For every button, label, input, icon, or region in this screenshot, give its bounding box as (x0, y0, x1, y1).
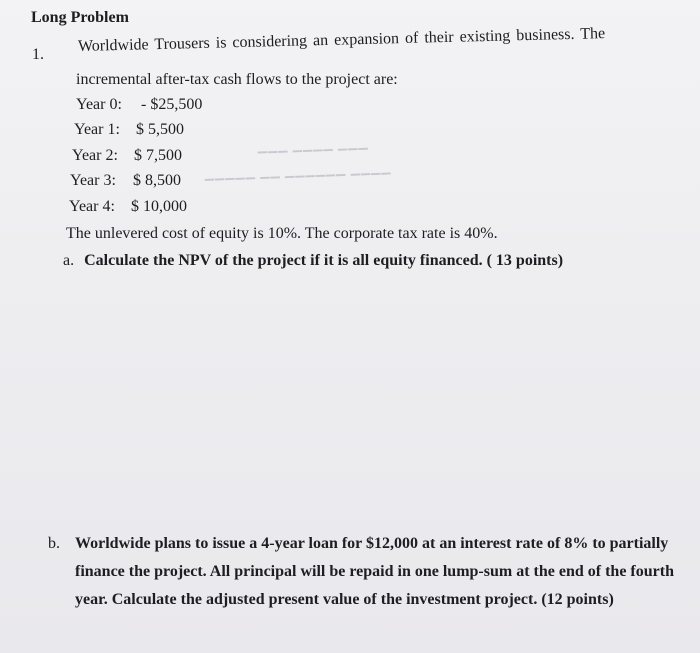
cash-flow-year: Year 1: (74, 121, 120, 138)
cash-flow-value: $ 5,500 (136, 121, 184, 138)
cash-flow-year: Year 2: (72, 147, 118, 164)
cash-flow-year: Year 4: (69, 198, 115, 215)
part-b-text-line-2: finance the project. All principal will be repaid in one lump-sum at the end of the fourth (75, 563, 674, 580)
cash-flow-value: $ 8,500 (133, 172, 181, 189)
cash-flow-year: Year 3: (70, 172, 116, 189)
cash-flow-year: Year 0: (76, 96, 122, 113)
problem-intro-line-1: Worldwide Trousers is considering an expansion of their existing business. The (77, 25, 606, 55)
section-heading: Long Problem (31, 9, 129, 26)
part-a-question (63, 252, 563, 270)
cash-flow-value: $ 7,500 (134, 147, 182, 164)
cash-flow-value: - $25,500 (141, 96, 203, 113)
part-b-text-line-3: year. Calculate the adjusted present value of the investment project. (12 points) (75, 591, 614, 608)
part-a-label: a. (63, 252, 75, 269)
part-b-question (48, 530, 674, 614)
part-b-text-line-1: Worldwide plans to issue a 4-year loan for $12,000 at an interest rate of 8% to partially (75, 535, 669, 552)
part-b-label: b. (48, 535, 60, 552)
problem-number: 1. (32, 46, 44, 63)
part-a-text: Calculate the NPV of the project if it is all equity financed. ( 13 points) (84, 252, 564, 269)
cash-flow-value: $ 10,000 (131, 198, 187, 215)
problem-intro-line-2: incremental after-tax cash flows to the project are: (76, 71, 398, 88)
bleed-through-marks: ▔▔▔▔▔ ▔▔ ▔▔▔▔▔▔ ▔▔▔▔ (204, 172, 393, 194)
part-b-line-1 (48, 530, 674, 558)
bleed-through-marks: ▔▔▔ ▔▔▔▔ ▔▔▔ (257, 148, 370, 166)
assumptions-text: The unlevered cost of equity is 10%. The corporate tax rate is 40%. (66, 225, 498, 242)
